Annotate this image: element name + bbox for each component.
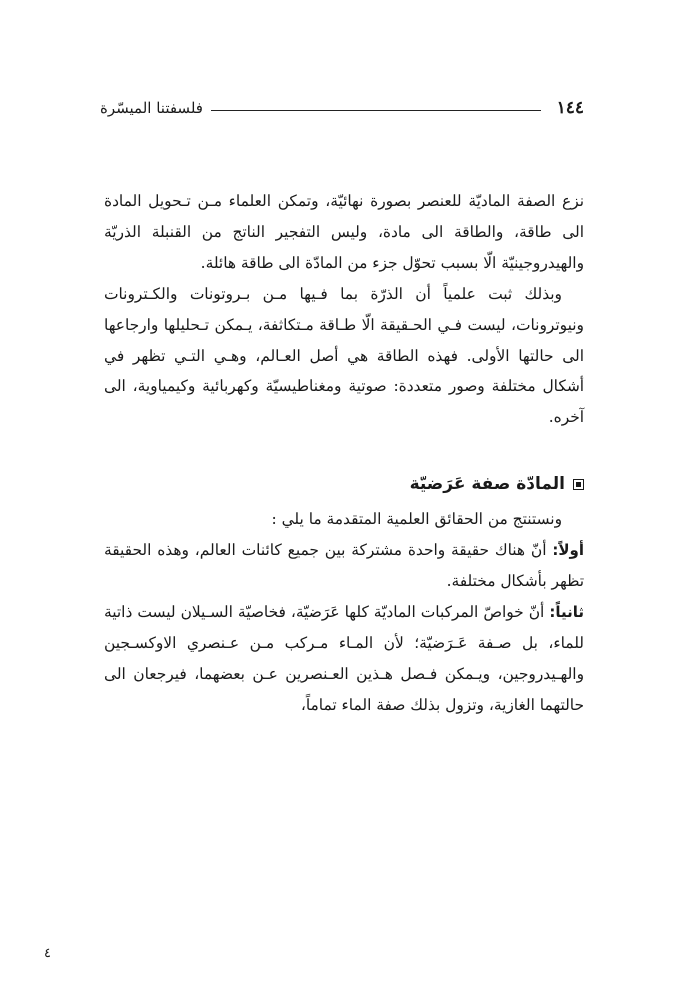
paragraph-1: نزع الصفة الماديّة للعنصر بصورة نهائيّة، وتمكن العلماء مـن تـحويل المادة الى طاقة، والطاقة الى مادة، وليس التفجير الناتج من القنبلة الذريّة والهيدروجينيّة الّا بسبب تحوّل جزء من المادّة الى طاقة هائلة. [104,192,584,272]
section-heading [104,469,584,500]
book-title: فلسفتنا الميسّرة [100,99,203,117]
footer-mark: ٤ [44,946,51,961]
section-heading-text: المادّة صفة عَرَضيّة [409,474,565,495]
point-second [104,597,584,721]
intro-paragraph: ونستنتج من الحقائق العلمية المتقدمة ما يلي : [271,510,562,529]
running-header [100,96,584,120]
point-second-lead: ثانياً: [549,602,584,621]
square-bullet-icon [573,479,584,490]
paragraph-2: وبذلك ثبت علمياً أن الذرّة بما فـيها مـن بـروتونات والكـترونات ونيوترونات، ليست فـي الحـقيقة الّا طـاقة مـتكاثفة، يـمكن تـحليلها وارجاعها الى حالتها الأولى. فهذه الطاقة هي أصل العـالم، وهـي التـي تظهر في أشكال مختلفة وصور متعددة: صوتية ومغناطيسيّة وكهربائية وكيمياوية، الى آخره. [104,284,584,427]
page-number: ١٤٤ [556,98,584,118]
point-first-lead: أولاً: [552,541,584,560]
spacer [104,433,584,453]
page-content [104,186,584,721]
point-second-text: أنّ خواصّ المركبات الماديّة كلها عَرَضيّة، فخاصيّة السـيلان ليست ذاتية للماء، بل صـفة عَـرَضيّة؛ لأن المـاء مـركب مـن عـنصري الاوكسـجين والهـيدروجين، ويـمكن فـصل هـذين العـنصرين عـن بعضهما، فيرجعان الى حالتهما الغازية، وتزول بذلك صفة الماء تماماً، [104,602,584,714]
point-first-text: أنّ هناك حقيقة واحدة مشتركة بين جميع كائنات العالم، وهذه الحقيقة تظهر بأشكال مختلفة. [104,541,584,590]
point-first [104,535,584,597]
header-rule [211,110,541,111]
